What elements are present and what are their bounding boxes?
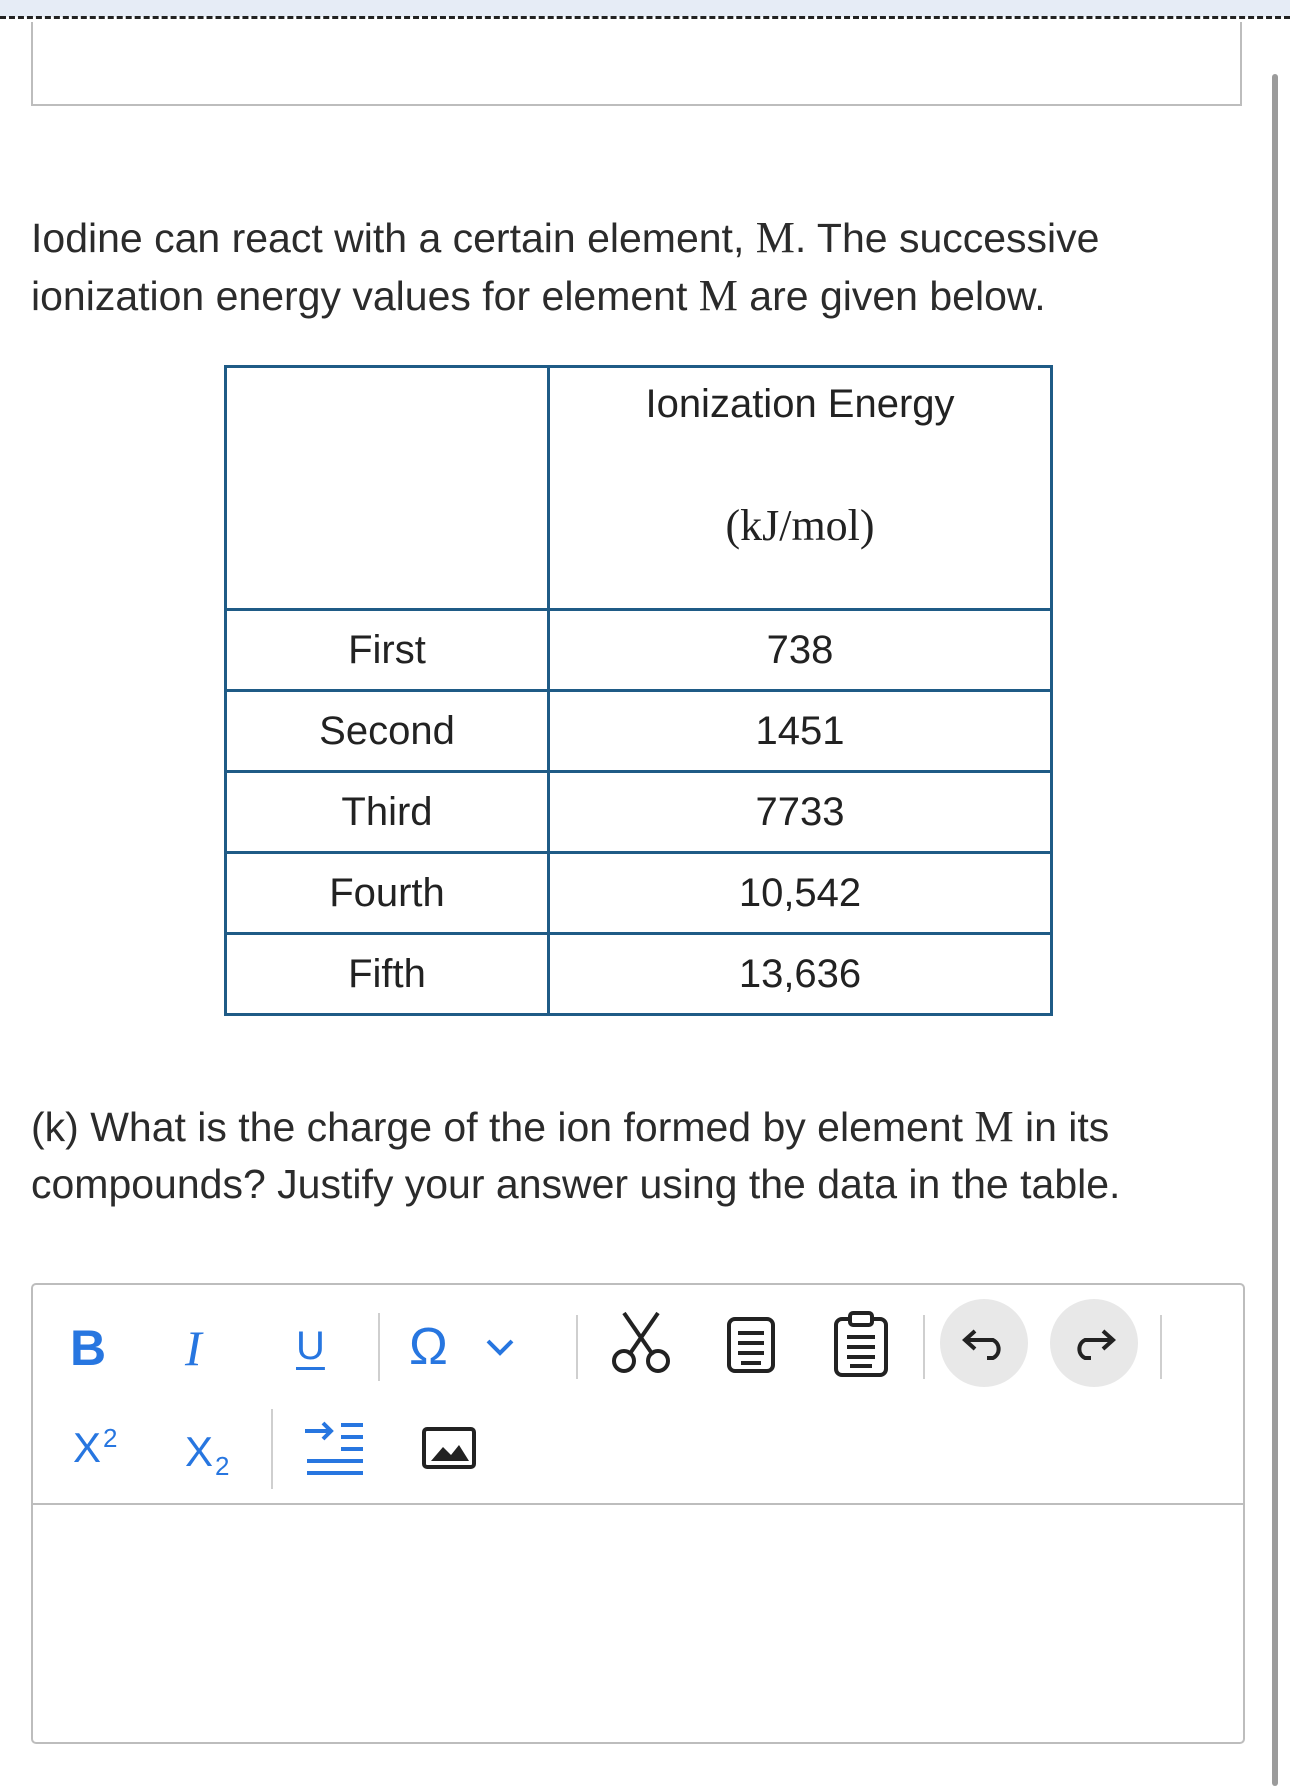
row-value: 1451 [549, 691, 1052, 772]
redo-icon [1071, 1325, 1117, 1361]
element-symbol: M [755, 213, 795, 262]
row-value: 10,542 [549, 853, 1052, 934]
corner-cell [226, 367, 549, 610]
undo-icon [961, 1325, 1007, 1361]
copy-icon[interactable] [723, 1311, 781, 1381]
rich-text-editor [31, 1283, 1245, 1744]
undo-button[interactable] [940, 1299, 1028, 1387]
chevron-down-icon[interactable] [485, 1337, 515, 1363]
redo-button[interactable] [1050, 1299, 1138, 1387]
row-label: First [226, 610, 549, 691]
table-row [226, 853, 1052, 934]
subscript-index: 2 [215, 1451, 230, 1482]
header-cell [549, 367, 1052, 610]
previous-answer-box[interactable] [31, 22, 1242, 106]
row-label: Third [226, 772, 549, 853]
top-strip [0, 0, 1290, 17]
row-label: Fourth [226, 853, 549, 934]
table-row [226, 691, 1052, 772]
indent-icon[interactable] [301, 1417, 367, 1481]
toolbar-divider [1160, 1315, 1162, 1379]
toolbar-divider [923, 1315, 925, 1379]
row-value: 738 [549, 610, 1052, 691]
cut-icon[interactable] [609, 1307, 673, 1379]
image-icon[interactable] [421, 1425, 477, 1475]
subscript-button[interactable] [185, 1428, 230, 1482]
row-label: Second [226, 691, 549, 772]
superscript-exponent: 2 [103, 1423, 118, 1453]
underline-button[interactable]: U [296, 1324, 325, 1368]
toolbar-divider [378, 1313, 380, 1381]
table-row [226, 934, 1052, 1015]
row-label: Fifth [226, 934, 549, 1015]
toolbar-divider [271, 1409, 273, 1489]
row-value: 7733 [549, 772, 1052, 853]
table-header-row [226, 367, 1052, 610]
special-character-button[interactable]: Ω [409, 1318, 448, 1376]
row-value: 13,636 [549, 934, 1052, 1015]
toolbar-divider [576, 1315, 578, 1379]
element-symbol: M [974, 1102, 1014, 1151]
column-title: Ionization Energy [645, 382, 955, 426]
italic-button[interactable]: I [185, 1320, 202, 1376]
question-intro: Iodine can react with a certain element, M. The successive ionization energy values for element M are given below. [31, 213, 1100, 320]
subscript-base: X [185, 1428, 214, 1475]
scrollbar[interactable] [1272, 74, 1278, 1786]
question-prompt: (k) What is the charge of the ion formed by element M in its compounds? Justify your answer using the data in the table. [31, 1102, 1121, 1207]
table-row [226, 610, 1052, 691]
column-unit: (kJ/mol) [725, 501, 875, 550]
element-symbol: M [698, 271, 738, 320]
paste-icon[interactable] [830, 1309, 892, 1383]
answer-text-area[interactable] [33, 1505, 1243, 1742]
dashed-divider [0, 16, 1290, 19]
superscript-base: X [73, 1424, 102, 1471]
table-row [226, 772, 1052, 853]
ionization-energy-table [224, 365, 1053, 1016]
bold-button[interactable]: B [70, 1320, 107, 1376]
superscript-button[interactable] [73, 1425, 117, 1469]
